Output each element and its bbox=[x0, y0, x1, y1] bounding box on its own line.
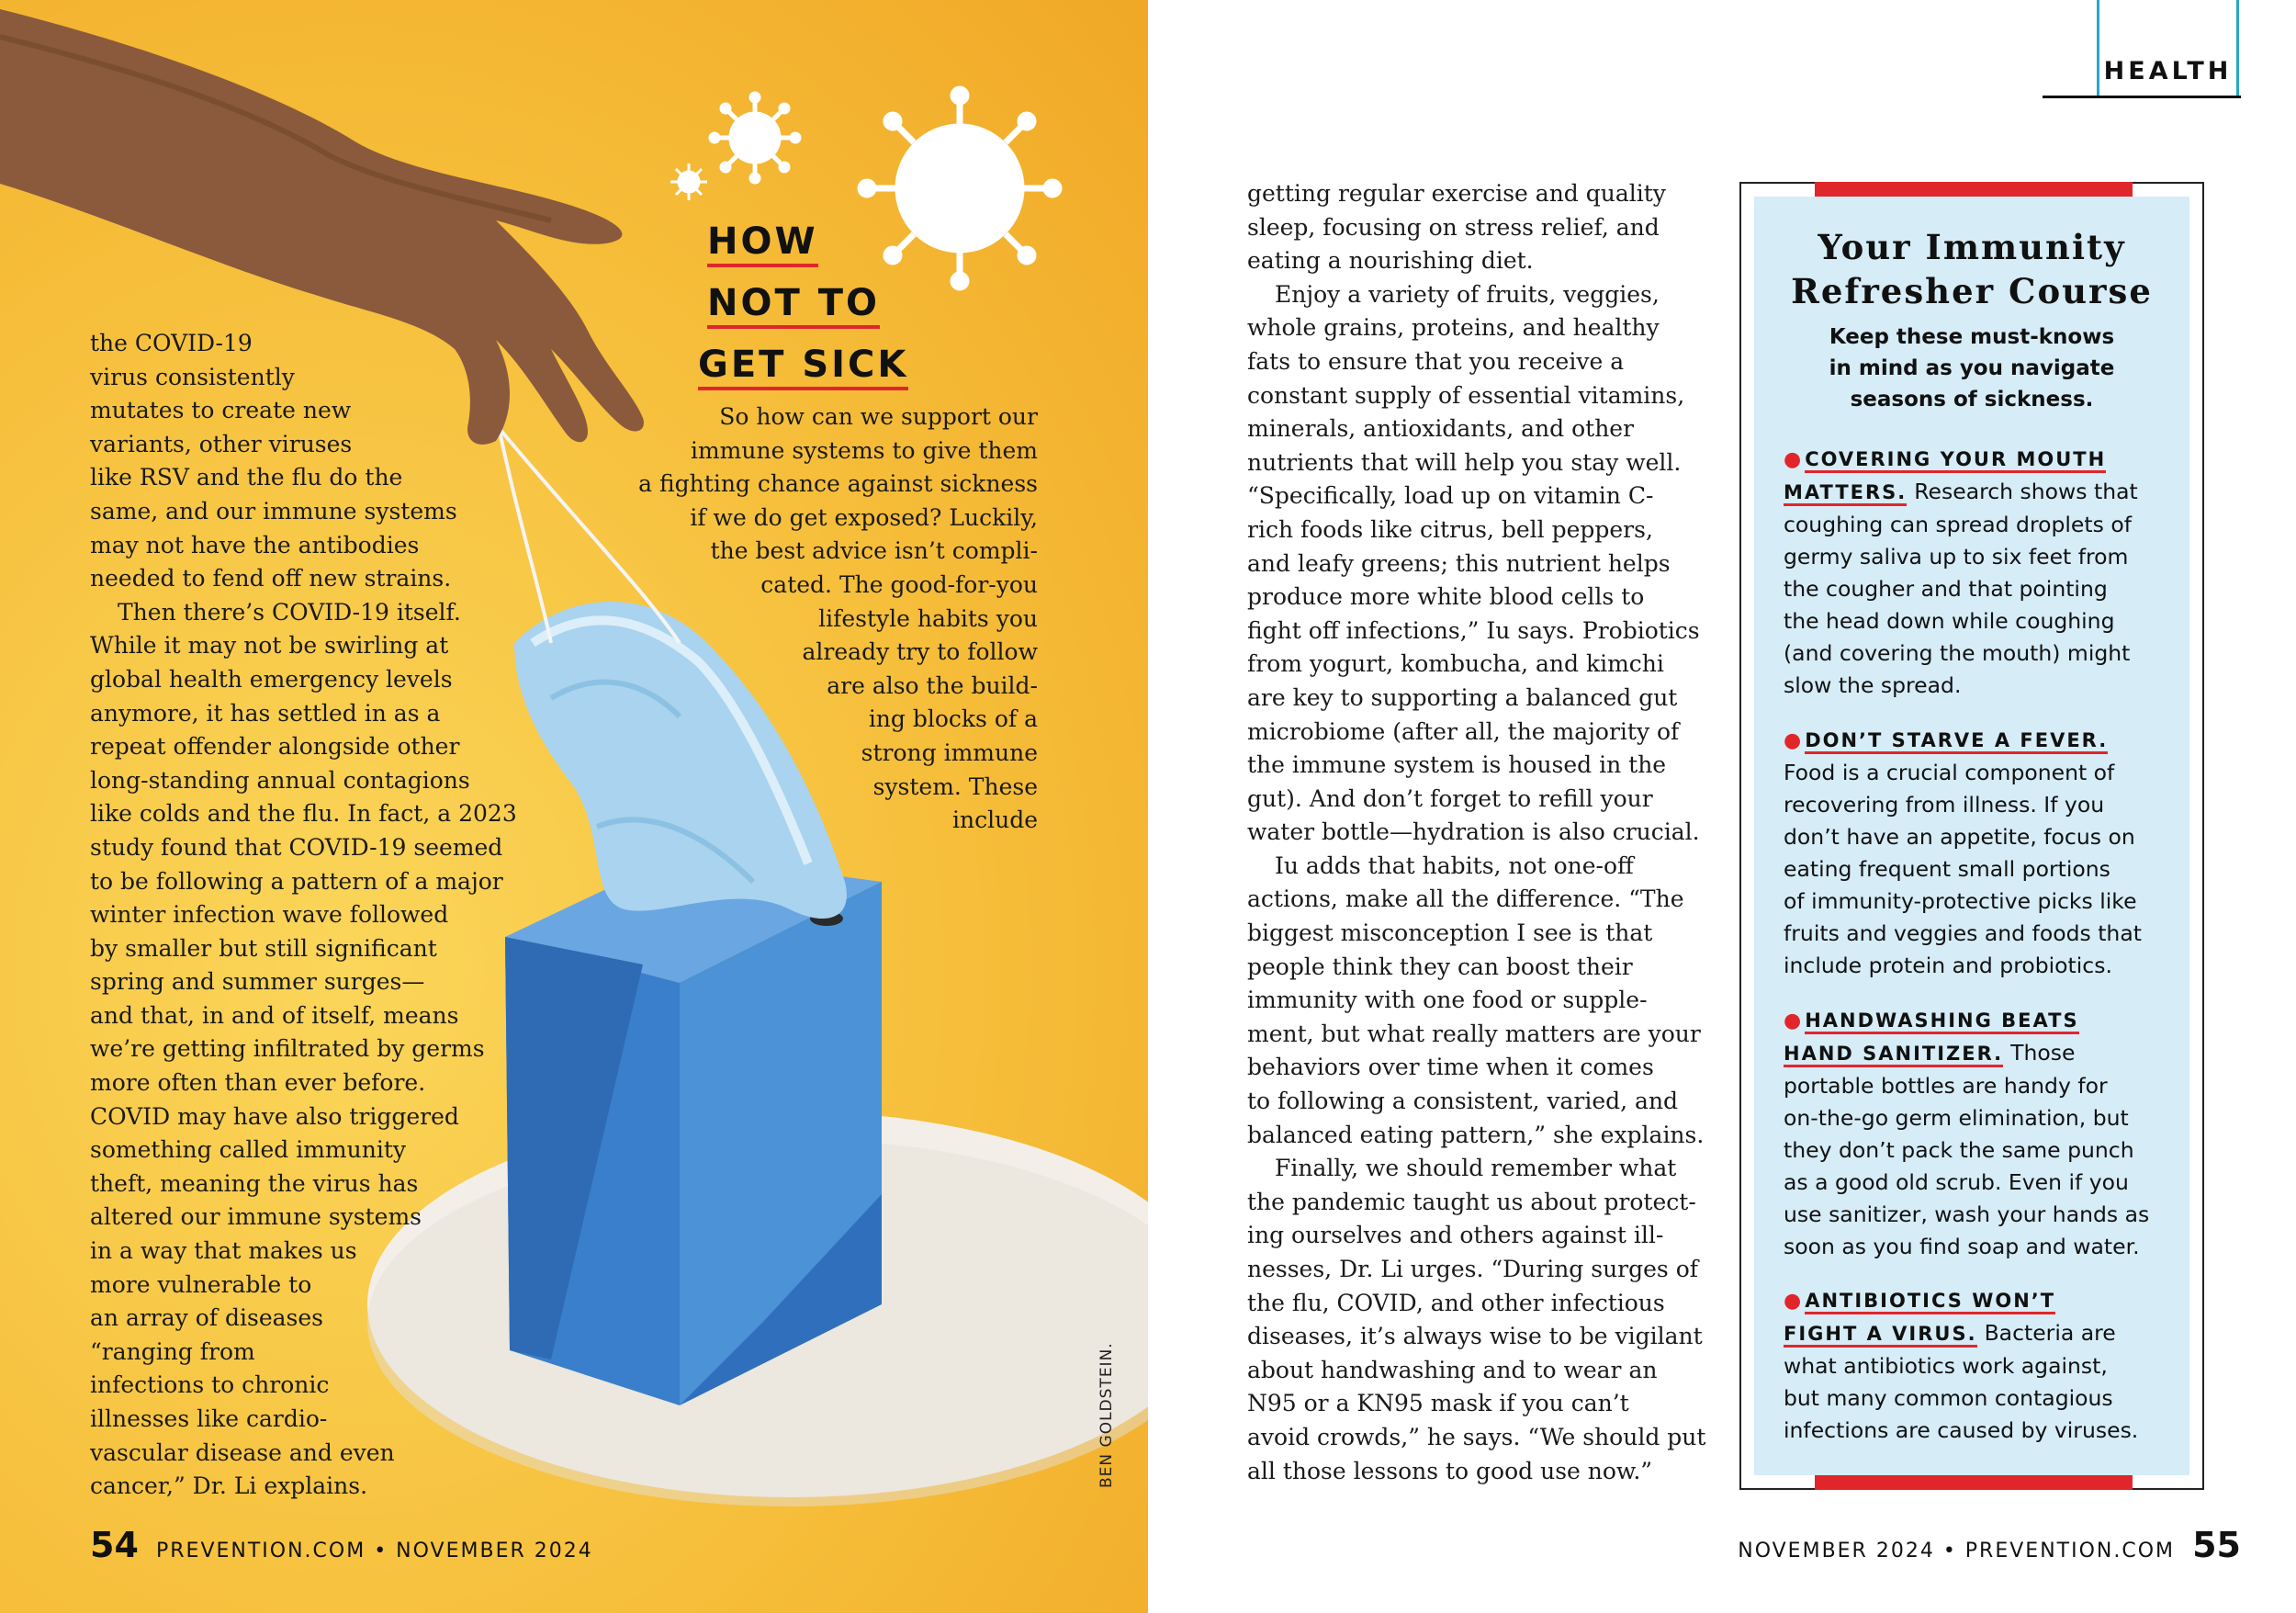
text-line: virus consistently bbox=[90, 363, 295, 390]
tip-text: Research shows that bbox=[1914, 479, 2138, 504]
text-line: lifestyle habits you bbox=[818, 604, 1038, 632]
text-line: the immune system is housed in the bbox=[1247, 751, 1667, 779]
text-line: the flu, COVID, and other infectious bbox=[1247, 1289, 1665, 1316]
text-line: nutrients that will help you stay well. bbox=[1247, 448, 1682, 476]
text-line: microbiome (after all, the majority of bbox=[1247, 717, 1680, 745]
text-line: already try to follow bbox=[802, 638, 1038, 666]
text-line: rich foods like citrus, bell peppers, bbox=[1247, 515, 1653, 543]
text-line: theft, meaning the virus has bbox=[90, 1169, 419, 1197]
tip-heading: MATTERS. bbox=[1784, 481, 1907, 506]
text-line: whole grains, proteins, and healthy bbox=[1247, 314, 1660, 342]
tip-text: of immunity-protective picks like bbox=[1784, 888, 2137, 914]
footer-text: PREVENTION.COM • NOVEMBER 2024 bbox=[155, 1540, 593, 1562]
text-line: balanced eating pattern,” she explains. bbox=[1247, 1121, 1705, 1148]
text-line: study found that COVID-19 seemed bbox=[90, 833, 503, 861]
text-line: ing blocks of a bbox=[868, 705, 1038, 733]
text-line: the COVID-19 bbox=[90, 330, 253, 356]
text-line: include bbox=[952, 806, 1038, 834]
heading-line: NOT TO bbox=[707, 273, 908, 334]
text-line: like colds and the flu. In fact, a 2023 bbox=[90, 800, 517, 828]
text-line: behaviors over time when it comes bbox=[1247, 1054, 1654, 1081]
tip-text: the cougher and that pointing bbox=[1784, 576, 2108, 602]
tip-head-line bbox=[1784, 476, 2138, 509]
text-line: avoid crowds,” he says. “We should put bbox=[1247, 1423, 1706, 1450]
text-line: repeat offender alongside other bbox=[90, 733, 460, 761]
section-rule bbox=[2043, 96, 2241, 98]
tip-text: soon as you find soap and water. bbox=[1784, 1234, 2140, 1259]
tip-text: don’t have an appetite, focus on bbox=[1784, 824, 2135, 850]
tip-text: they don’t pack the same punch bbox=[1784, 1137, 2134, 1163]
text-line: more often than ever before. bbox=[90, 1069, 426, 1097]
tip-text: eating frequent small portions bbox=[1784, 856, 2110, 882]
text-line: strong immune bbox=[861, 739, 1038, 766]
tip-starve-fever bbox=[1784, 724, 2142, 982]
text-line: may not have the antibodies bbox=[90, 531, 420, 558]
right-body-column bbox=[1247, 177, 1705, 1488]
text-line: an array of diseases bbox=[90, 1304, 323, 1332]
tip-heading: HANDWASHING BEATS bbox=[1805, 1010, 2078, 1034]
intro-paragraph bbox=[606, 400, 1038, 838]
tip-text: Those bbox=[2010, 1040, 2076, 1066]
text-line: more vulnerable to bbox=[90, 1270, 312, 1298]
footer-left bbox=[90, 1525, 593, 1565]
tip-head-line bbox=[1784, 443, 2138, 476]
text-line: same, and our immune systems bbox=[90, 497, 457, 525]
text-line: to following a consistent, varied, and bbox=[1247, 1088, 1679, 1115]
tip-text: use sanitizer, wash your hands as bbox=[1784, 1201, 2150, 1227]
text-line: immunity with one food or supple- bbox=[1247, 987, 1648, 1014]
text-line: the pandemic taught us about protect- bbox=[1247, 1188, 1696, 1215]
text-line: a fighting chance against sickness bbox=[638, 470, 1038, 498]
text-line: constant supply of essential vitamins, bbox=[1247, 381, 1685, 409]
text-line: ment, but what really matters are your bbox=[1247, 1020, 1701, 1047]
tip-text: what antibiotics work against, bbox=[1784, 1353, 2108, 1379]
heading-line: HOW bbox=[707, 211, 908, 273]
text-line: gut). And don’t forget to refill your bbox=[1247, 784, 1653, 812]
text-line: fight off infections,” Iu says. Probiotics bbox=[1247, 616, 1700, 644]
photo-credit: BEN GOLDSTEIN. bbox=[1097, 1342, 1116, 1488]
text-line: system. These bbox=[872, 773, 1038, 800]
bullet-icon: ● bbox=[1784, 1010, 1802, 1032]
tip-text: fruits and veggies and foods that bbox=[1784, 920, 2142, 946]
text-line: actions, make all the difference. “The bbox=[1247, 885, 1684, 913]
article-heading bbox=[698, 211, 909, 396]
text-line: eating a nourishing diet. bbox=[1247, 247, 1534, 275]
text-line: about handwashing and to wear an bbox=[1247, 1356, 1658, 1383]
tip-antibiotics bbox=[1784, 1284, 2138, 1447]
tip-head-line bbox=[1784, 1004, 2149, 1037]
text-line: sleep, focusing on stress relief, and bbox=[1247, 213, 1660, 241]
page-number: 55 bbox=[2192, 1525, 2241, 1565]
text-line: like RSV and the flu do the bbox=[90, 464, 403, 491]
text-line: the best advice isn’t compli- bbox=[710, 537, 1038, 565]
box-bottom-bar bbox=[1815, 1475, 2133, 1490]
tip-text: as a good old scrub. Even if you bbox=[1784, 1169, 2129, 1195]
tip-head-line bbox=[1784, 1037, 2149, 1070]
text-line: long-standing annual contagions bbox=[90, 766, 470, 794]
text-line: something called immunity bbox=[90, 1136, 406, 1164]
tip-text: portable bottles are handy for bbox=[1784, 1073, 2108, 1099]
text-line: minerals, antioxidants, and other bbox=[1247, 415, 1635, 443]
tip-heading: ANTIBIOTICS WON’T bbox=[1805, 1290, 2055, 1314]
text-line: While it may not be swirling at bbox=[90, 632, 449, 660]
text-line: So how can we support our bbox=[719, 403, 1038, 430]
text-line: anymore, it has settled in as a bbox=[90, 699, 441, 727]
text-line: vascular disease and even bbox=[90, 1438, 395, 1466]
text-line: are key to supporting a balanced gut bbox=[1247, 683, 1678, 711]
text-line: mutates to create new bbox=[90, 397, 352, 424]
tip-text: recovering from illness. If you bbox=[1784, 792, 2105, 818]
text-line: COVID may have also triggered bbox=[90, 1102, 459, 1130]
text-line: Finally, we should remember what bbox=[1275, 1155, 1677, 1182]
text-line: if we do get exposed? Luckily, bbox=[690, 503, 1038, 531]
bullet-icon: ● bbox=[1784, 729, 1802, 752]
text-line: biggest misconception I see is that bbox=[1247, 919, 1653, 947]
text-line: in a way that makes us bbox=[90, 1237, 357, 1265]
section-label: HEALTH bbox=[2103, 57, 2233, 85]
tip-text: coughing can spread droplets of bbox=[1784, 512, 2132, 537]
tip-covering-mouth bbox=[1784, 443, 2138, 702]
text-line: Iu adds that habits, not one-off bbox=[1275, 852, 1634, 879]
tip-text: on-the-go germ elimination, but bbox=[1784, 1105, 2129, 1131]
text-line: spring and summer surges— bbox=[90, 968, 425, 996]
text-line: people think they can boost their bbox=[1247, 953, 1633, 980]
text-line: altered our immune systems bbox=[90, 1203, 422, 1231]
text-line: and that, in and of itself, means bbox=[90, 1001, 459, 1029]
tip-text: Food is a crucial component of bbox=[1784, 760, 2115, 785]
tissue-box-icon bbox=[505, 854, 882, 1405]
text-line: illnesses like cardio- bbox=[90, 1405, 328, 1432]
text-line: ing ourselves and others against ill- bbox=[1247, 1222, 1664, 1249]
text-line: cancer,” Dr. Li explains. bbox=[90, 1472, 368, 1500]
virus-icon bbox=[670, 164, 707, 200]
footer-right bbox=[1738, 1525, 2241, 1565]
tip-head-line bbox=[1784, 724, 2142, 757]
text-line: needed to fend off new strains. bbox=[90, 565, 452, 592]
virus-icon bbox=[709, 92, 801, 184]
tip-text: germy saliva up to six feet from bbox=[1784, 544, 2129, 570]
text-line: fats to ensure that you receive a bbox=[1247, 347, 1625, 375]
tip-text: include protein and probiotics. bbox=[1784, 953, 2112, 978]
text-line: N95 or a KN95 mask if you can’t bbox=[1247, 1390, 1629, 1417]
text-line: produce more white blood cells to bbox=[1247, 583, 1645, 611]
text-line: global health emergency levels bbox=[90, 665, 453, 693]
text-line: immune systems to give them bbox=[690, 436, 1038, 464]
text-line: “ranging from bbox=[90, 1337, 255, 1365]
tip-head-line bbox=[1784, 1317, 2138, 1350]
text-line: Then there’s COVID-19 itself. bbox=[118, 598, 461, 626]
tip-text: but many common contagious bbox=[1784, 1385, 2113, 1411]
text-line: winter infection wave followed bbox=[90, 901, 449, 929]
box-title: Your Immunity Refresher Course bbox=[1791, 227, 2153, 311]
text-line: we’re getting infiltrated by germs bbox=[90, 1035, 485, 1063]
text-line: all those lessons to good use now.” bbox=[1247, 1457, 1653, 1484]
tip-text: slow the spread. bbox=[1784, 672, 1962, 698]
left-body-column bbox=[90, 327, 517, 1504]
footer-text: NOVEMBER 2024 • PREVENTION.COM bbox=[1738, 1540, 2176, 1562]
box-top-bar bbox=[1815, 182, 2133, 197]
text-line: infections to chronic bbox=[90, 1371, 330, 1399]
tip-head-line bbox=[1784, 1284, 2138, 1317]
tip-text: infections are caused by viruses. bbox=[1784, 1417, 2139, 1443]
bullet-icon: ● bbox=[1784, 448, 1802, 471]
text-line: “Specifically, load up on vitamin C- bbox=[1247, 482, 1654, 510]
text-line: are also the build- bbox=[827, 671, 1038, 699]
text-line: by smaller but still significant bbox=[90, 934, 437, 962]
text-line: diseases, it’s always wise to be vigilant bbox=[1247, 1323, 1703, 1350]
box-subtitle: Keep these must-knows in mind as you navigate seasons of sickness. bbox=[1829, 325, 2115, 412]
text-line: and leafy greens; this nutrient helps bbox=[1247, 549, 1671, 577]
text-line: Enjoy a variety of fruits, veggies, bbox=[1275, 280, 1660, 308]
tip-text: the head down while coughing bbox=[1784, 608, 2115, 634]
tip-handwashing bbox=[1784, 1004, 2149, 1263]
tip-text: (and covering the mouth) might bbox=[1784, 640, 2131, 666]
page-number: 54 bbox=[90, 1525, 139, 1565]
text-line: water bottle—hydration is also crucial. bbox=[1247, 818, 1700, 846]
text-line: nesses, Dr. Li urges. “During surges of bbox=[1247, 1256, 1699, 1282]
text-line: variants, other viruses bbox=[90, 430, 353, 457]
text-line: getting regular exercise and quality bbox=[1247, 180, 1666, 207]
bullet-icon: ● bbox=[1784, 1290, 1802, 1313]
text-line: cated. The good-for-you bbox=[760, 570, 1038, 598]
tip-heading: COVERING YOUR MOUTH bbox=[1805, 448, 2106, 473]
text-line: from yogurt, kombucha, and kimchi bbox=[1247, 650, 1664, 678]
tip-heading: HAND SANITIZER. bbox=[1784, 1043, 2003, 1067]
text-line: to be following a pattern of a major bbox=[90, 867, 503, 895]
tip-text: Bacteria are bbox=[1984, 1320, 2116, 1346]
heading-line: GET SICK bbox=[698, 334, 908, 396]
tip-heading: FIGHT A VIRUS. bbox=[1784, 1323, 1977, 1348]
tip-heading: DON’T STARVE A FEVER. bbox=[1805, 729, 2108, 754]
